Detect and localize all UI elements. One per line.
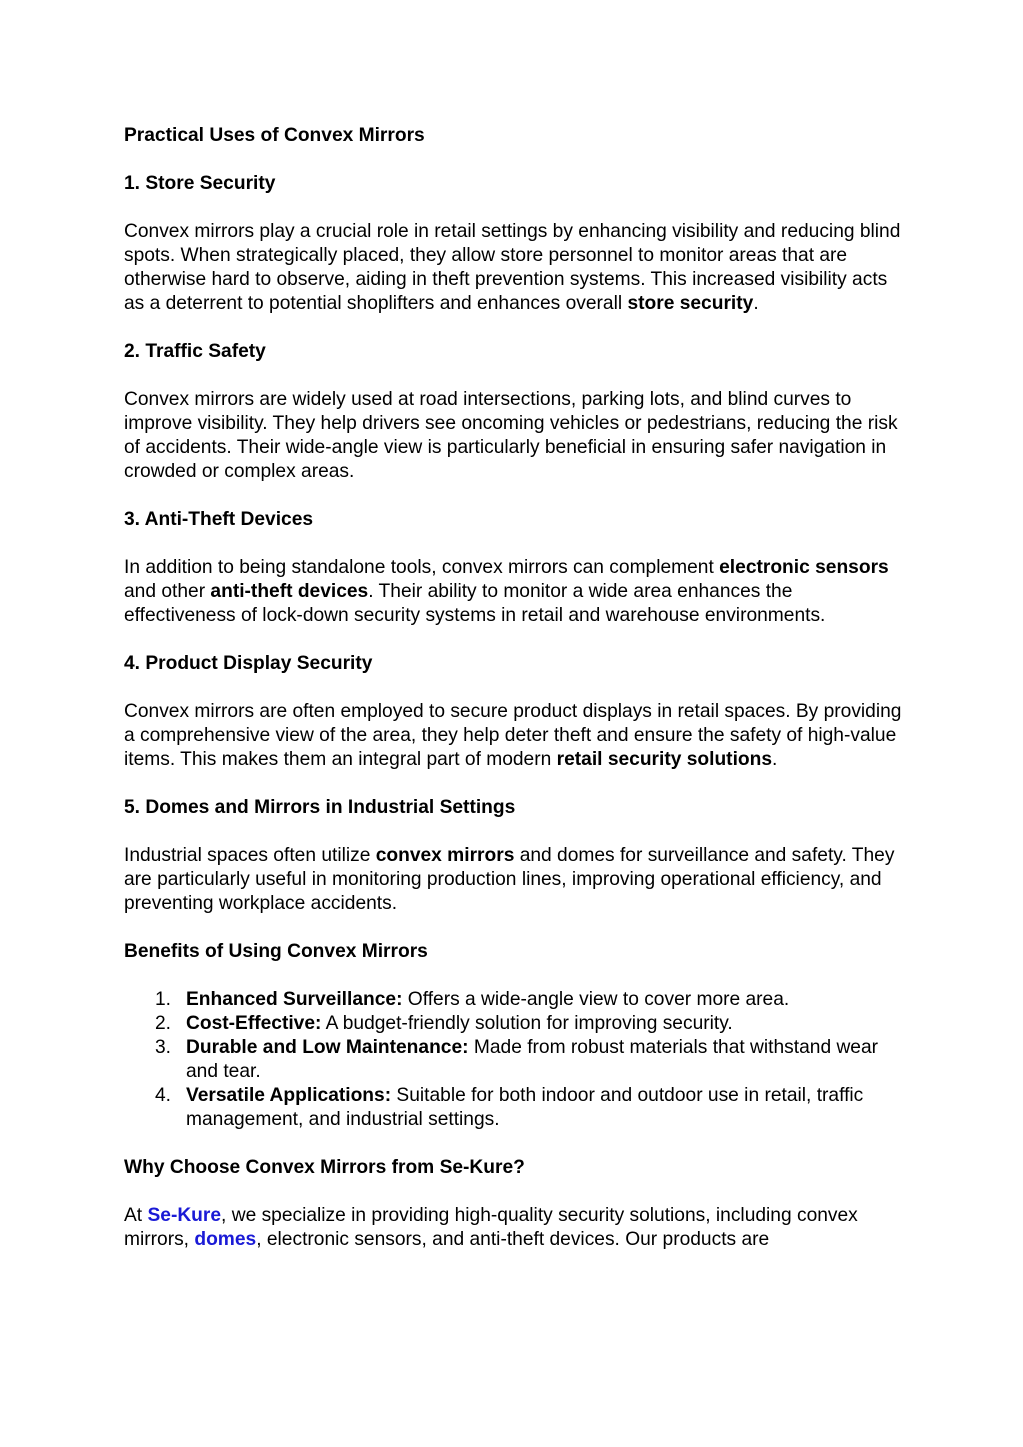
- list-item-label: Cost-Effective:: [186, 1013, 322, 1034]
- section-heading-store-security: 1. Store Security: [124, 173, 276, 194]
- section-heading-anti-theft-devices: 3. Anti-Theft Devices: [124, 509, 314, 530]
- benefits-list: [124, 988, 904, 1132]
- paragraph-text: At: [124, 1205, 148, 1226]
- list-item-number: 4.: [155, 1085, 172, 1106]
- list-item-number: 2.: [155, 1013, 172, 1034]
- list-item: [155, 988, 904, 1012]
- list-item-label: Durable and Low Maintenance:: [186, 1037, 469, 1058]
- paragraph-text: Convex mirrors are often employed to secure product displays in retail spaces. By providing a comprehensive view of the area, they help deter theft and ensure the safety of high-value items. This makes them an integral part of modern: [124, 701, 902, 770]
- paragraph-text: , electronic sensors, and anti-theft devices. Our products are: [256, 1229, 770, 1250]
- list-item-label: Enhanced Surveillance:: [186, 989, 403, 1010]
- paragraph-text: .: [753, 293, 759, 314]
- section-paragraph-anti-theft-devices: [124, 556, 904, 628]
- list-item-number: 3.: [155, 1037, 172, 1058]
- benefits-heading: Benefits of Using Convex Mirrors: [124, 941, 428, 962]
- document-page: [124, 124, 904, 1276]
- paragraph-text: Convex mirrors are widely used at road intersections, parking lots, and blind curves to improve visibility. They help drivers see oncoming vehicles or pedestrians, reducing the risk of accidents. Their wide-angle view is particularly beneficial in ensuring safer navigation in crowded or complex areas.: [124, 389, 898, 482]
- paragraph-text: . Their ability to monitor a wide area enhances the effectiveness of lock-down security systems in retail and warehouse environments.: [124, 581, 826, 626]
- list-item-number: 1.: [155, 989, 172, 1010]
- list-item-text: Suitable for both indoor and outdoor use in retail, traffic management, and industrial settings.: [186, 1085, 864, 1130]
- paragraph-text: , we specialize in providing high-quality security solutions, including convex mirrors,: [124, 1205, 858, 1250]
- list-item: [155, 1036, 904, 1084]
- section-heading-product-display-security: 4. Product Display Security: [124, 653, 373, 674]
- domes-link[interactable]: domes: [194, 1229, 257, 1250]
- bold-term: electronic sensors: [719, 557, 889, 578]
- list-item-label: Versatile Applications:: [186, 1085, 392, 1106]
- why-choose-paragraph: [124, 1204, 904, 1252]
- paragraph-text: In addition to being standalone tools, convex mirrors can complement: [124, 557, 720, 578]
- section-paragraph-product-display-security: [124, 700, 904, 772]
- bold-term: convex mirrors: [375, 845, 515, 866]
- list-item-text: Made from robust materials that withstand wear and tear.: [186, 1037, 879, 1082]
- bold-term: retail security solutions: [556, 749, 773, 770]
- section-heading-industrial-settings: 5. Domes and Mirrors in Industrial Settings: [124, 797, 516, 818]
- paragraph-text: Industrial spaces often utilize: [124, 845, 376, 866]
- paragraph-text: and domes for surveillance and safety. They are particularly useful in monitoring production lines, improving operational efficiency, and preventing workplace accidents.: [124, 845, 895, 914]
- list-item-text: Offers a wide-angle view to cover more area.: [402, 989, 790, 1010]
- document-title: Practical Uses of Convex Mirrors: [124, 125, 425, 146]
- se-kure-link[interactable]: Se-Kure: [147, 1205, 222, 1226]
- paragraph-text: .: [772, 749, 778, 770]
- section-paragraph-store-security: [124, 220, 904, 316]
- section-heading-traffic-safety: 2. Traffic Safety: [124, 341, 266, 362]
- list-item-text: A budget-friendly solution for improving security.: [321, 1013, 733, 1034]
- section-paragraph-industrial-settings: [124, 844, 904, 916]
- bold-term: anti-theft devices: [210, 581, 369, 602]
- section-paragraph-traffic-safety: [124, 388, 904, 484]
- bold-term: store security: [627, 293, 754, 314]
- why-choose-heading: Why Choose Convex Mirrors from Se-Kure?: [124, 1157, 525, 1178]
- paragraph-text: Convex mirrors play a crucial role in retail settings by enhancing visibility and reducing blind spots. When strategically placed, they allow store personnel to monitor areas that are otherwise hard to observe, aiding in theft prevention systems. This increased visibility acts as a deterrent to potential shoplifters and enhances overall: [124, 221, 901, 314]
- list-item: [155, 1084, 904, 1132]
- list-item: [155, 1012, 904, 1036]
- paragraph-text: and other: [124, 581, 211, 602]
